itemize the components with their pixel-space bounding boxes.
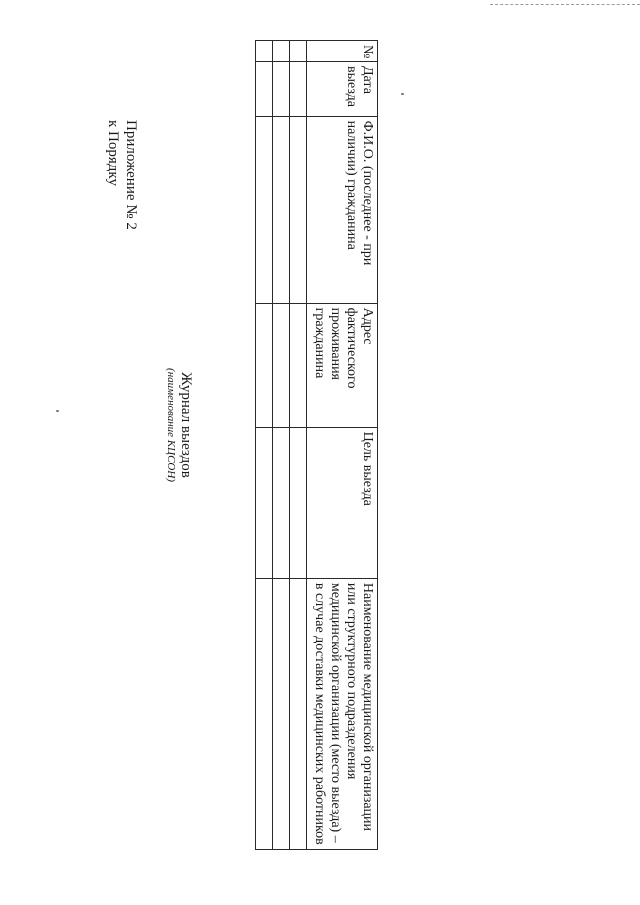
- table-row: [256, 41, 273, 850]
- header-date: Дата выезда: [307, 62, 378, 117]
- journal-subtitle: (наименование КЦСОН): [165, 368, 177, 482]
- table-cell: [256, 62, 273, 117]
- table-cell: [273, 427, 290, 578]
- header-address: Адрес фактического проживания гражданина: [307, 303, 378, 427]
- table-cell: [273, 303, 290, 427]
- header-number: №: [307, 41, 378, 62]
- header-purpose: Цель выезда: [307, 427, 378, 578]
- journal-title: Журнал выездов: [178, 372, 194, 478]
- table-cell: [256, 427, 273, 578]
- table-cell: [290, 41, 307, 62]
- table-row: [290, 41, 307, 850]
- table-cell: [273, 116, 290, 303]
- header-full-name: Ф.И.О. (последнее - при наличии) гражданина: [307, 116, 378, 303]
- table-row: [273, 41, 290, 850]
- appendix-header: [104, 120, 140, 230]
- table-cell: [256, 116, 273, 303]
- table-cell: [290, 427, 307, 578]
- table-cell: [273, 578, 290, 849]
- table-cell: [290, 578, 307, 849]
- table-cell: [256, 303, 273, 427]
- table-cell: [273, 41, 290, 62]
- header-organization: Наименование медицинской организации или структурного подразделения медицинской организации (место выезда) – в случае доставки медицинских работников: [307, 578, 378, 849]
- appendix-reference: к Порядку: [105, 120, 121, 186]
- table-cell: [256, 578, 273, 849]
- table-cell: [290, 62, 307, 117]
- journal-table: [255, 40, 378, 850]
- table-cell: [256, 41, 273, 62]
- table-cell: [290, 303, 307, 427]
- journal-heading: [164, 350, 194, 500]
- table-cell: [273, 62, 290, 117]
- appendix-number: Приложение № 2: [123, 120, 139, 230]
- table-header-row: [307, 41, 378, 850]
- table-cell: [290, 116, 307, 303]
